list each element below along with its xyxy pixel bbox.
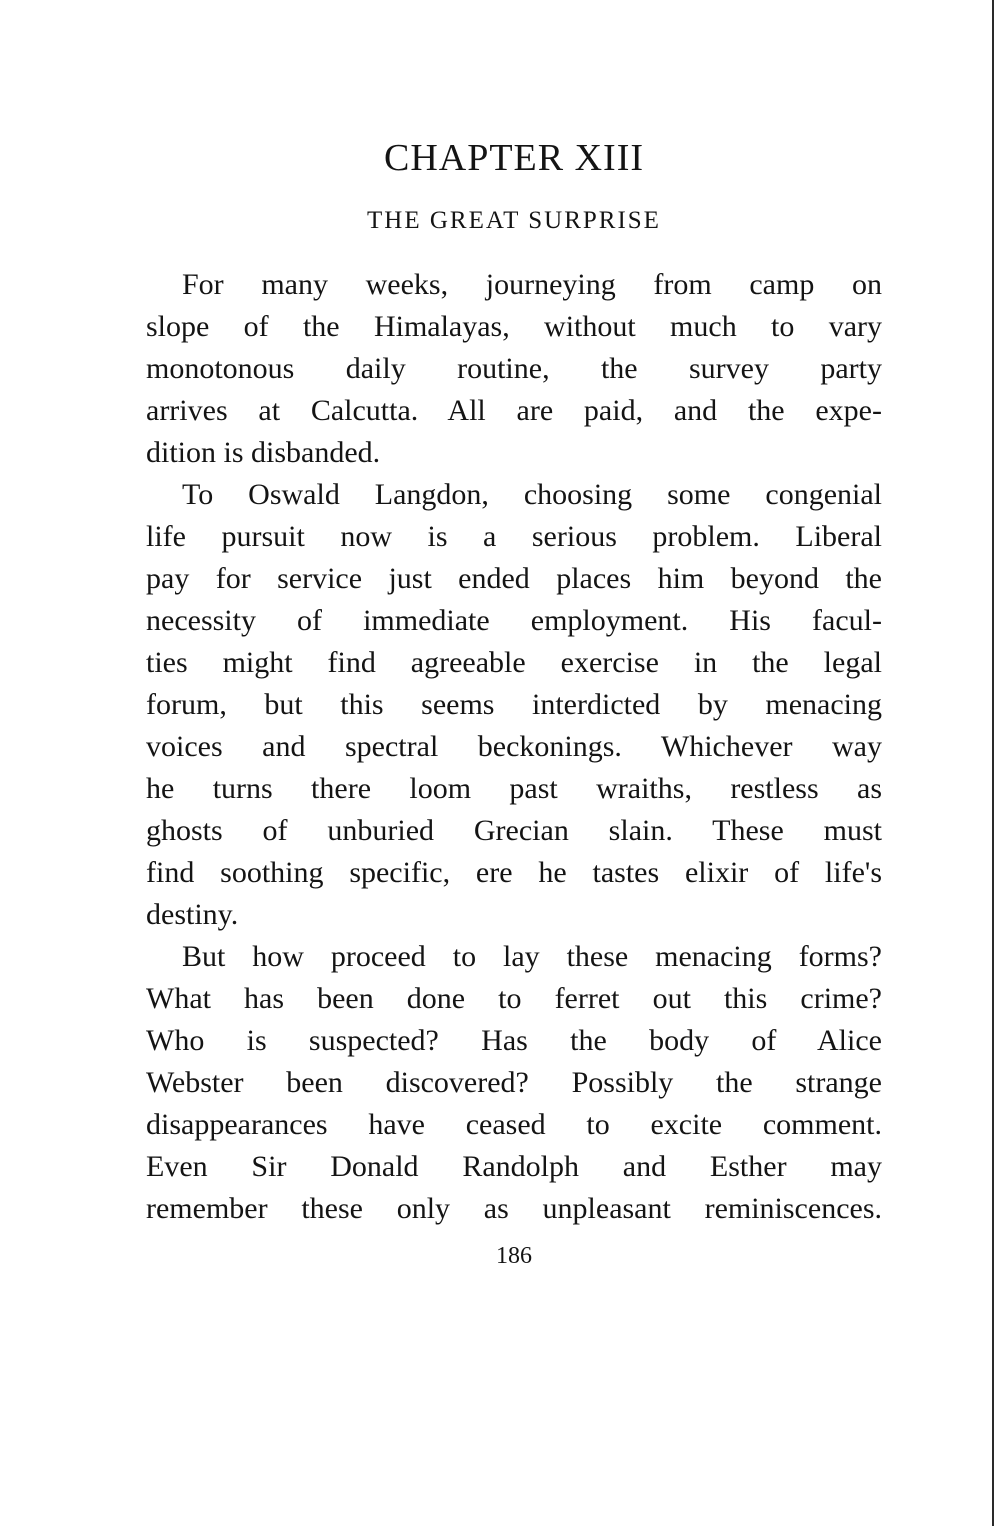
text-line: But how proceed to lay these menacing forms? — [182, 940, 882, 973]
text-line: ghosts of unburied Grecian slain. These must — [146, 814, 882, 847]
text-line: To Oswald Langdon, choosing some congenial — [182, 478, 882, 511]
text-line: For many weeks, journeying from camp on — [182, 268, 882, 301]
paragraph-2 — [146, 474, 882, 936]
chapter-subtitle: THE GREAT SURPRISE — [367, 207, 661, 234]
text-line: find soothing specific, ere he tastes elixir of life's — [146, 856, 882, 889]
chapter-heading: CHAPTER XIII — [383, 137, 645, 179]
text-line: life pursuit now is a serious problem. Liberal — [146, 520, 882, 553]
text-line: remember these only as unpleasant reminiscences. — [146, 1192, 882, 1225]
scan-edge-line — [992, 0, 994, 1526]
paragraph-1 — [146, 264, 882, 474]
text-line: dition is disbanded. — [146, 436, 381, 469]
text-line: voices and spectral beckonings. Whichever way — [146, 730, 882, 763]
text-line: ties might find agreeable exercise in the legal — [146, 646, 882, 679]
text-line: What has been done to ferret out this crime? — [146, 982, 882, 1015]
text-line: he turns there loom past wraiths, restless as — [146, 772, 882, 805]
text-line: Webster been discovered? Possibly the strange — [146, 1066, 882, 1099]
body-text — [146, 264, 882, 1230]
text-line: pay for service just ended places him beyond the — [146, 562, 882, 595]
text-line: arrives at Calcutta. All are paid, and the expe- — [146, 394, 882, 427]
text-line: Even Sir Donald Randolph and Esther may — [146, 1150, 882, 1183]
text-line: monotonous daily routine, the survey party — [146, 352, 882, 385]
text-line: Who is suspected? Has the body of Alice — [146, 1024, 882, 1057]
text-line: destiny. — [146, 898, 239, 931]
text-line: necessity of immediate employment. His facul- — [146, 604, 882, 637]
text-line: disappearances have ceased to excite comment. — [146, 1108, 882, 1141]
paragraph-3 — [146, 936, 882, 1230]
page-number: 186 — [496, 1243, 532, 1269]
text-line: slope of the Himalayas, without much to vary — [146, 310, 882, 343]
text-line: forum, but this seems interdicted by menacing — [146, 688, 882, 721]
